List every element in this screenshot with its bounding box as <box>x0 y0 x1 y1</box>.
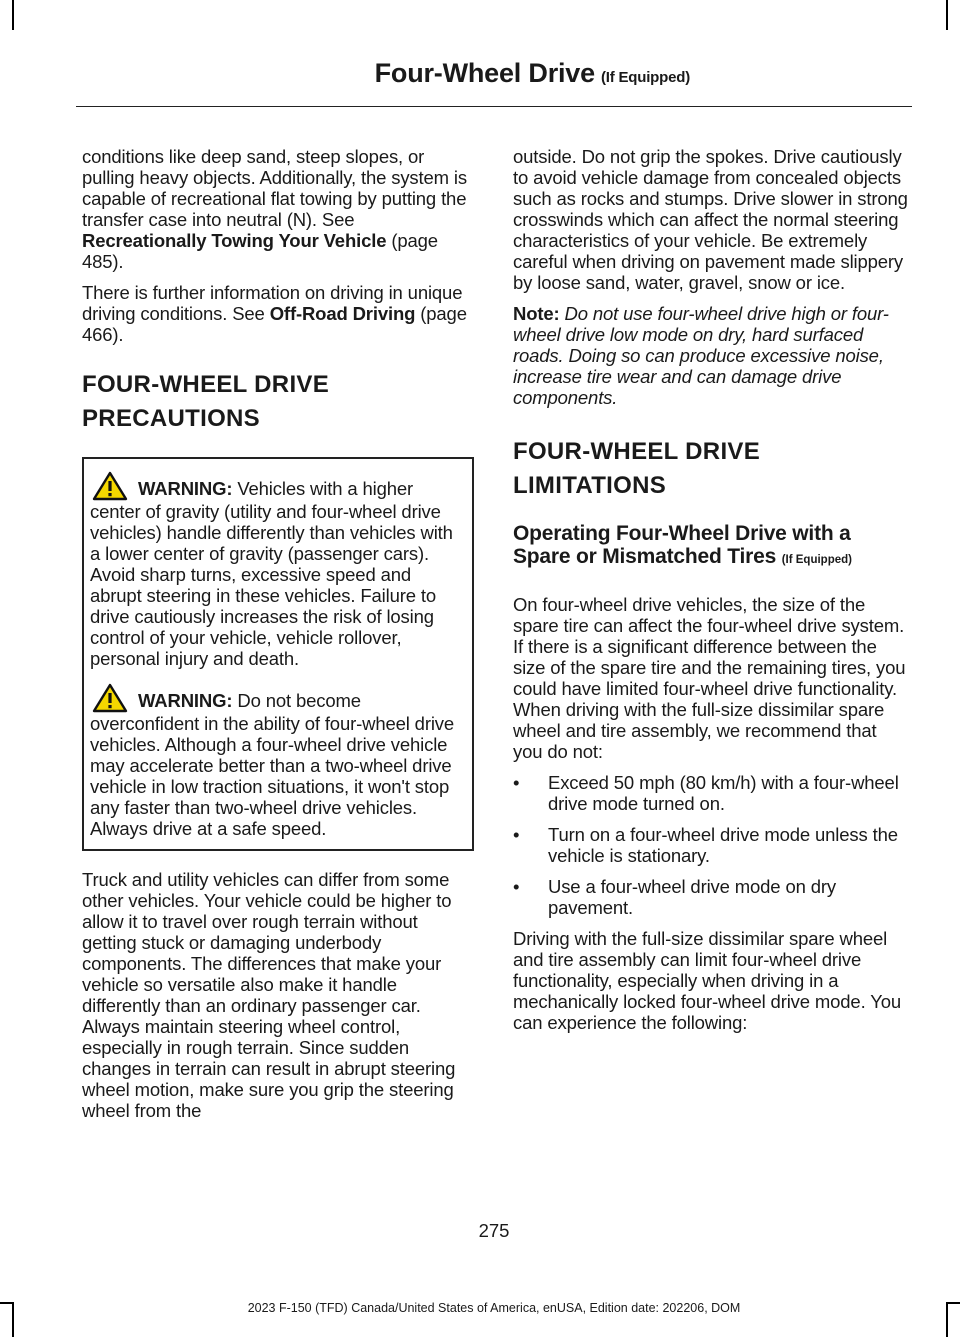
list-item-text: Exceed 50 mph (80 km/h) with a four-wheel drive mode turned on. <box>548 772 899 814</box>
left-p2-text: There is further information on driving in unique driving conditions. See <box>82 282 463 324</box>
heading-line-1: FOUR-WHEEL DRIVE <box>513 438 761 465</box>
warning-2 <box>90 683 466 839</box>
warning-triangle-icon <box>92 683 128 713</box>
subheading-small: (If Equipped) <box>781 554 852 566</box>
subheading-text: Operating Four-Wheel Drive with a Spare or Mismatched Tires <box>513 522 851 568</box>
link-recreationally-towing[interactable]: Recreationally Towing Your Vehicle <box>82 230 387 251</box>
heading-line-1: FOUR-WHEEL DRIVE <box>82 371 330 398</box>
header-subtitle: (If Equipped) <box>600 69 690 86</box>
section-heading-limitations <box>513 436 909 502</box>
list-item <box>513 876 909 918</box>
left-p1-text: conditions like deep sand, steep slopes, or pulling heavy objects. Additionally, the system is capable of recreational flat towing by putting the transfer case into neutral (N). See <box>82 146 467 230</box>
page-header <box>375 58 690 89</box>
list-item <box>513 772 909 814</box>
header-rule <box>76 106 912 107</box>
section-heading-precautions <box>82 369 474 435</box>
warning-1-text: Vehicles with a higher center of gravity (utility and four-wheel drive vehicles) handle differently than vehicles with a lower center of gravity (passenger cars). Avoid sharp turns, excessive speed and abrupt steering in these vehicles. Failure to drive cautiously increases the risk of losing control of your vehicle, vehicle rollover, personal injury and death. <box>90 478 453 669</box>
left-p2-page: (page 466). <box>82 303 467 345</box>
note-text: Do not use four-wheel drive high or four-wheel drive low mode on dry, hard surfaced roads. Doing so can produce excessive noise, increase tire wear and can damage drive components. <box>513 303 889 408</box>
left-paragraph-3: Truck and utility vehicles can differ from some other vehicles. Your vehicle could be higher to allow it to travel over rough terrain without getting stuck or damaging underbody components. The differences that make your vehicle so versatile also make it handle differently than an ordinary passenger car. Always maintain steering wheel control, especially in rough terrain. Since sudden changes in terrain can result in abrupt steering wheel motion, make sure you grip the steering wheel from the <box>82 869 456 1121</box>
warning-2-text: Do not become overconfident in the ability of four-wheel drive vehicles. Although a four-wheel drive vehicle may accelerate better than a two-wheel drive vehicle in low traction situations, it won't stop any faster than two-wheel drive vehicles. Always drive at a safe speed. <box>90 690 455 839</box>
warning-1-label: WARNING: <box>138 478 233 499</box>
warning-triangle-icon <box>92 471 128 501</box>
heading-line-2: PRECAUTIONS <box>82 405 260 432</box>
crop-mark-top-right <box>946 0 948 30</box>
header-title: Four-Wheel Drive <box>374 58 595 88</box>
right-paragraph-2: On four-wheel drive vehicles, the size of the spare tire can affect the four-wheel drive system. If there is a significant difference between the size of the spare tire and the remaining tires, you could have limited four-wheel drive functionality. When driving with the full-size dissimilar spare wheel and tire assembly, we recommend that you do not: <box>513 594 906 762</box>
crop-mark-top-left <box>12 0 14 30</box>
warning-1 <box>90 471 466 669</box>
left-p1-page: (page 485). <box>82 230 438 272</box>
subheading-spare-tires <box>513 522 909 572</box>
list-item-text: Use a four-wheel drive mode on dry pavement. <box>548 876 836 918</box>
bullet: • <box>513 772 520 793</box>
link-off-road-driving[interactable]: Off-Road Driving <box>269 303 416 324</box>
page-number: 275 <box>478 1220 510 1241</box>
note <box>513 303 909 408</box>
right-column <box>513 146 909 1043</box>
left-paragraph-1 <box>82 146 474 272</box>
bullet: • <box>513 824 520 845</box>
footer-edition: 2023 F-150 (TFD) Canada/United States of America, enUSA, Edition date: 202206, DOM <box>247 1301 741 1315</box>
bullet: • <box>513 876 520 897</box>
left-column <box>82 146 474 1131</box>
warning-box <box>82 457 474 851</box>
right-paragraph-3: Driving with the full-size dissimilar spare wheel and tire assembly can limit four-wheel drive functionality, especially when driving in a mechanically locked four-wheel drive mode. You can experience the following: <box>513 928 901 1033</box>
right-paragraph-1: outside. Do not grip the spokes. Drive cautiously to avoid vehicle damage from concealed objects such as rocks and stumps. Drive slower in strong crosswinds which can affect the normal steering characteristics of your vehicle. Be extremely careful when driving on pavement made slippery by loose sand, water, gravel, snow or ice. <box>513 146 908 293</box>
heading-line-2: LIMITATIONS <box>513 472 667 499</box>
warning-2-label: WARNING: <box>138 690 233 711</box>
list-item <box>513 824 909 866</box>
list-item-text: Turn on a four-wheel drive mode unless the vehicle is stationary. <box>548 824 898 866</box>
recommendation-list <box>513 772 909 918</box>
left-paragraph-2 <box>82 282 474 345</box>
note-label: Note: <box>513 303 560 324</box>
